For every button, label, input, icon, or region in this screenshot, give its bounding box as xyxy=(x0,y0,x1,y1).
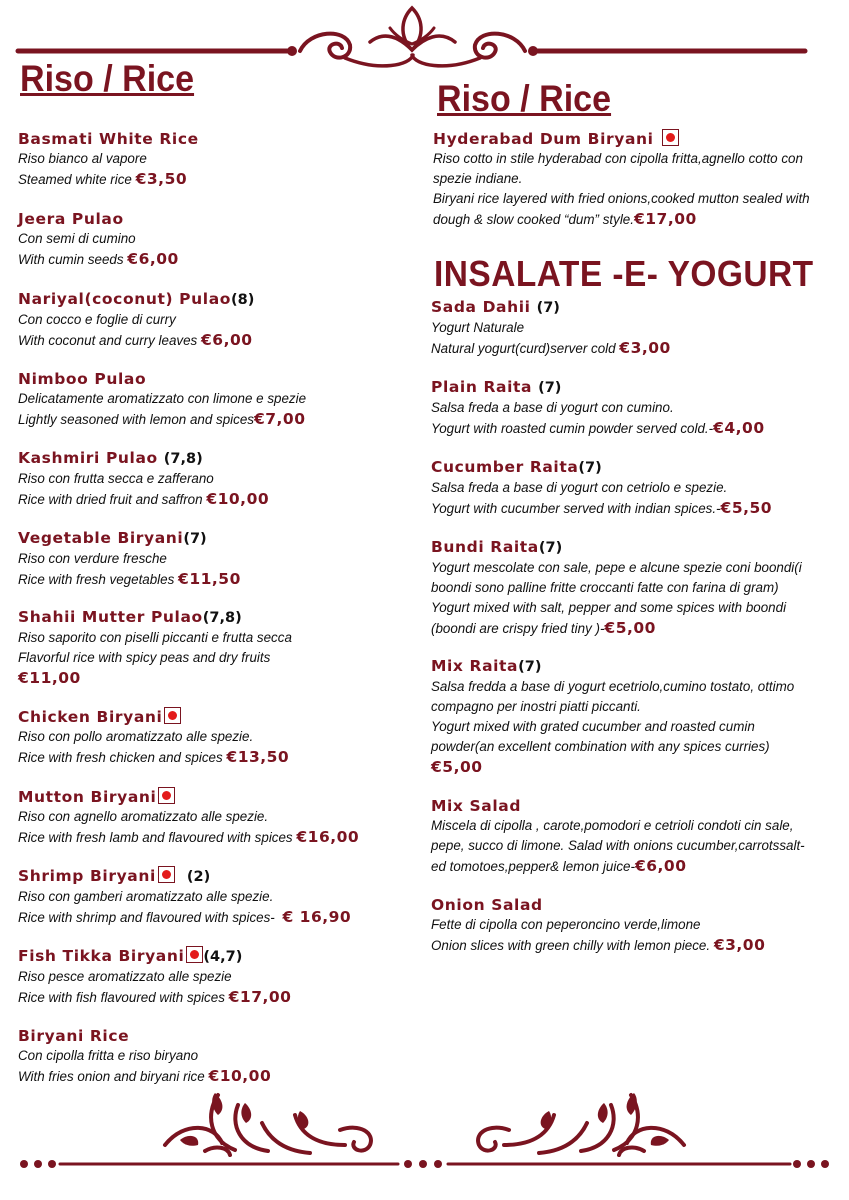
item-description-it: Con cocco e foglie di curry xyxy=(18,312,176,327)
bottom-ornament xyxy=(0,1085,849,1200)
item-description-it: Fette di cipolla con peperoncino verde,limone xyxy=(431,917,701,932)
item-price: €3,50 xyxy=(135,170,188,188)
item-price: €13,50 xyxy=(226,748,290,766)
item-name: Nariyal(coconut) Pulao xyxy=(18,290,231,308)
spicy-icon xyxy=(158,866,175,883)
item-description-en: Onion slices with green chilly with lemon piece. xyxy=(431,938,711,953)
item-price: €5,50 xyxy=(720,499,773,517)
item-description-en: With fries onion and biryani rice xyxy=(18,1069,205,1084)
allergen-codes: (7) xyxy=(518,659,542,675)
allergen-codes: (7) xyxy=(578,460,602,476)
item-description-line: Biryani rice layered with fried onions,cooked mutton sealed with xyxy=(433,191,810,206)
item-description-it: Riso con agnello aromatizzato alle spezie. xyxy=(18,809,269,824)
menu-item xyxy=(18,528,418,590)
item-description-it: Riso bianco al vapore xyxy=(18,151,147,166)
item-description-line: Salsa fredda a base di yogurt ecetriolo,cumino tostato, ottimo xyxy=(431,679,795,694)
item-description-line: Yogurt mixed with salt, pepper and some spices with boondi xyxy=(431,600,787,615)
allergen-codes: (7) xyxy=(536,300,560,316)
item-price: €6,00 xyxy=(634,857,687,875)
item-description-en: Steamed white rice xyxy=(18,172,132,187)
item-description-it: Riso con verdure fresche xyxy=(18,551,167,566)
item-price: € 16,90 xyxy=(282,908,352,926)
item-description-en: Rice with fresh lamb and flavoured with spices xyxy=(18,830,293,845)
item-name: Mutton Biryani xyxy=(18,788,157,806)
item-description-it: Yogurt Naturale xyxy=(431,320,525,335)
menu-item xyxy=(18,607,418,689)
item-price: €10,00 xyxy=(208,1067,272,1085)
item-description-en: Rice with fresh vegetables xyxy=(18,572,175,587)
allergen-codes: (2) xyxy=(186,869,211,885)
item-price: €7,00 xyxy=(253,410,306,428)
item-price: €6,00 xyxy=(201,331,253,349)
item-name: Basmati White Rice xyxy=(18,130,199,148)
item-name: Plain Raita xyxy=(431,378,533,396)
item-price: €5,00 xyxy=(604,619,656,637)
item-description-it: Salsa freda a base di yogurt con cumino. xyxy=(431,400,674,415)
item-price: €5,00 xyxy=(431,758,483,776)
item-price: €10,00 xyxy=(206,490,270,508)
allergen-codes: (4,7) xyxy=(203,949,243,965)
menu-item xyxy=(18,369,418,430)
item-name: Shahii Mutter Pulao xyxy=(18,608,203,626)
item-name: Jeera Pulao xyxy=(18,210,124,228)
allergen-codes: (8) xyxy=(231,292,255,308)
item-name: Mix Salad xyxy=(431,797,522,815)
item-description-en: With cumin seeds xyxy=(18,252,124,267)
item-name: Nimboo Pulao xyxy=(18,370,147,388)
item-description-en: Rice with fresh chicken and spices xyxy=(18,750,223,765)
item-name: Sada Dahii xyxy=(431,298,531,316)
salad-section-title: INSALATE -E- YOGURT xyxy=(434,253,814,294)
item-price: €3,00 xyxy=(713,936,766,954)
item-price: €17,00 xyxy=(633,210,697,228)
item-description-en: With coconut and curry leaves xyxy=(18,333,198,348)
item-name: Shrimp Biryani xyxy=(18,867,156,885)
item-description-it: Con cipolla fritta e riso biryano xyxy=(18,1048,199,1063)
item-price: €11,50 xyxy=(178,570,241,588)
menu-item xyxy=(431,297,843,359)
allergen-codes: (7) xyxy=(538,380,562,396)
item-description-line: powder(an excellent combination with any spices curries) xyxy=(431,739,770,754)
menu-item xyxy=(431,537,843,639)
item-description-line: (boondi are crispy fried tiny )- xyxy=(431,621,605,636)
item-price: €16,00 xyxy=(296,828,360,846)
menu-item xyxy=(18,787,418,848)
menu-item xyxy=(431,656,843,778)
item-price: €3,00 xyxy=(619,339,671,357)
spicy-icon xyxy=(158,787,175,804)
item-description-line: dough & slow cooked “dum” style. xyxy=(433,212,634,227)
item-description-it: Con semi di cumino xyxy=(18,231,136,246)
item-name: Vegetable Biryani xyxy=(18,529,184,547)
item-description-line: boondi sono palline fritte croccanti fatte con farina di gram) xyxy=(431,580,779,595)
menu-item xyxy=(18,129,418,190)
item-name: Hyderabad Dum Biryani xyxy=(433,130,654,148)
menu-item xyxy=(18,209,418,270)
item-description-it: Delicatamente aromatizzato con limone e spezie xyxy=(18,391,307,406)
item-description-line: spezie indiane. xyxy=(433,171,523,186)
allergen-codes: (7) xyxy=(538,540,563,556)
item-description-en: Rice with fish flavoured with spices xyxy=(18,990,225,1005)
menu-item xyxy=(18,448,418,510)
item-description-it: Riso con pollo aromatizzato alle spezie. xyxy=(18,729,254,744)
item-price: €17,00 xyxy=(228,988,292,1006)
item-description-it: Riso con gamberi aromatizzato alle spezie. xyxy=(18,889,274,904)
menu-item xyxy=(18,707,418,768)
menu-item xyxy=(431,796,843,877)
item-name: Biryani Rice xyxy=(18,1027,130,1045)
item-description-line: Miscela di cipolla , carote,pomodori e cetrioli condoti cin sale, xyxy=(431,818,794,833)
item-description-line: compagno per inostri piatti piccanti. xyxy=(431,699,641,714)
item-description-en: Yogurt with cucumber served with indian spices.- xyxy=(431,501,721,516)
item-description-line: Yogurt mixed with grated cucumber and roasted cumin xyxy=(431,719,755,734)
item-description-en: Flavorful rice with spicy peas and dry fruits xyxy=(18,650,271,665)
menu-item xyxy=(431,377,843,439)
menu-item xyxy=(18,1026,418,1087)
item-description-en: Rice with shrimp and flavoured with spices- xyxy=(18,910,275,925)
item-name: Chicken Biryani xyxy=(18,708,163,726)
menu-item xyxy=(431,457,843,519)
spicy-icon xyxy=(662,129,679,146)
item-price: €11,00 xyxy=(18,669,81,687)
menu-item xyxy=(433,129,843,230)
item-name: Fish Tikka Biryani xyxy=(18,947,185,965)
item-description-line: ed tomotoes,pepper& lemon juice- xyxy=(431,859,635,874)
menu-item xyxy=(431,895,843,956)
item-description-it: Salsa freda a base di yogurt con cetriolo e spezie. xyxy=(431,480,728,495)
allergen-codes: (7,8) xyxy=(202,610,242,626)
spicy-icon xyxy=(164,707,181,724)
item-description-line: Yogurt mescolate con sale, pepe e alcune spezie coni boondi(i xyxy=(431,560,802,575)
item-description-it: Riso con frutta secca e zafferano xyxy=(18,471,214,486)
right-section-title: Riso / Rice xyxy=(437,78,612,119)
item-name: Onion Salad xyxy=(431,896,543,914)
item-price: €6,00 xyxy=(127,250,179,268)
item-description-en: Natural yogurt(curd)server cold xyxy=(431,341,616,356)
item-description-en: Rice with dried fruit and saffron xyxy=(18,492,203,507)
allergen-codes: (7) xyxy=(183,531,207,547)
menu-item xyxy=(18,946,418,1008)
item-name: Kashmiri Pulao xyxy=(18,449,158,467)
allergen-codes: (7,8) xyxy=(163,451,203,467)
item-description-en: Yogurt with roasted cumin powder served cold.- xyxy=(431,421,714,436)
item-description-line: Riso cotto in stile hyderabad con cipolla fritta,agnello cotto con xyxy=(433,151,803,166)
item-description-line: pepe, succo di limone. Salad with onions cucumber,carrotssalt- xyxy=(431,838,805,853)
item-name: Bundi Raita xyxy=(431,538,539,556)
spicy-icon xyxy=(186,946,203,963)
item-name: Mix Raita xyxy=(431,657,519,675)
item-price: €4,00 xyxy=(713,419,765,437)
menu-item xyxy=(18,866,418,928)
menu-item xyxy=(18,289,418,351)
item-description-it: Riso saporito con piselli piccanti e frutta secca xyxy=(18,630,292,645)
item-description-en: Lightly seasoned with lemon and spices xyxy=(18,412,254,427)
item-description-it: Riso pesce aromatizzato alle spezie xyxy=(18,969,232,984)
item-name: Cucumber Raita xyxy=(431,458,579,476)
left-section-title: Riso / Rice xyxy=(20,58,195,99)
